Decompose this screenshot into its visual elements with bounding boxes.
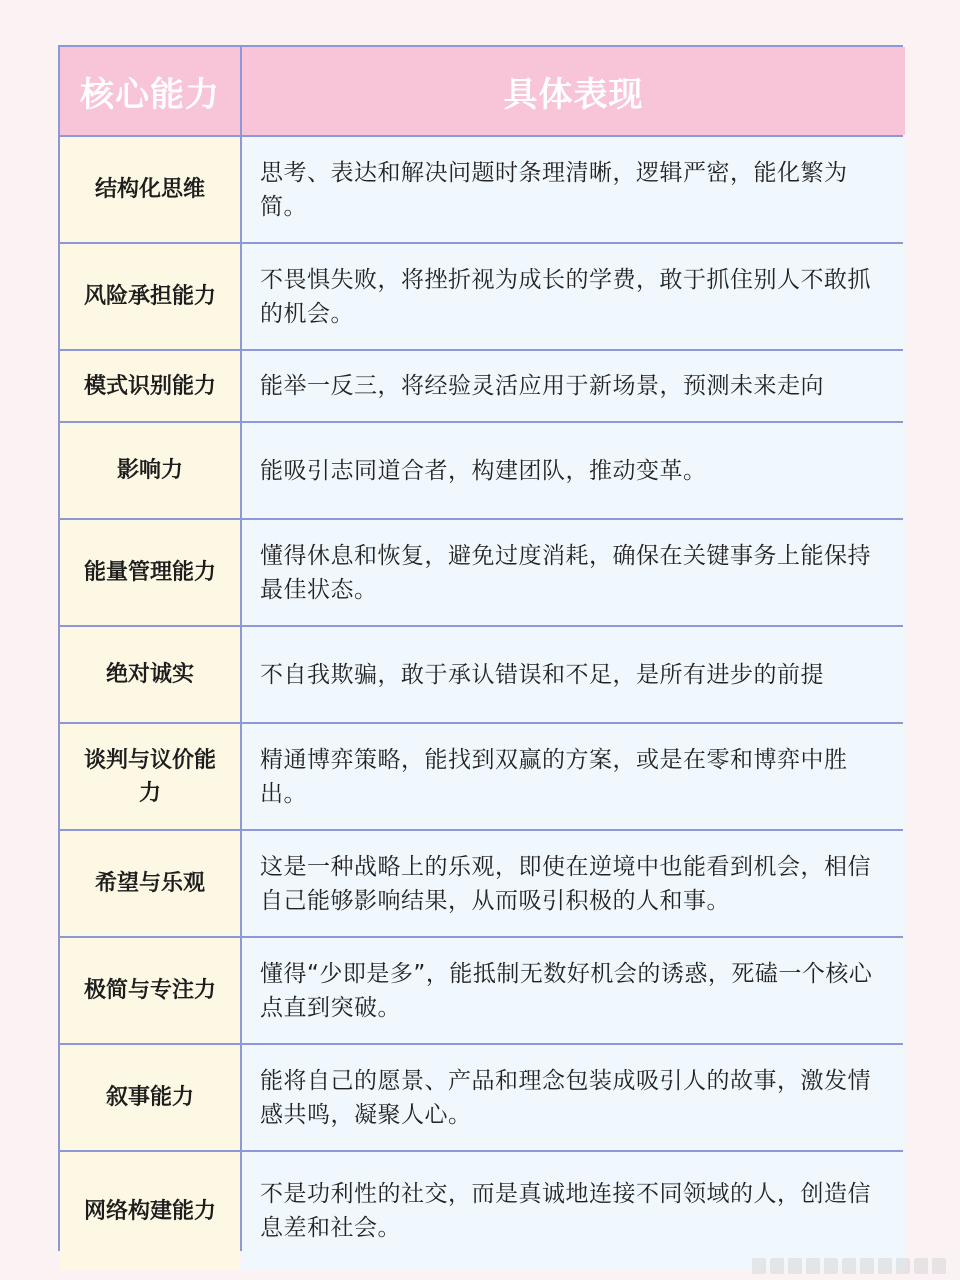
- header-ability: 核心能力: [60, 47, 240, 135]
- row-1-ability: 结构化思维: [60, 137, 240, 242]
- watermark-mark: [842, 1258, 856, 1274]
- row-2-ability: 风险承担能力: [60, 244, 240, 349]
- watermark-mark: [752, 1258, 766, 1274]
- watermark-mark: [896, 1258, 910, 1274]
- row-3-description: 能举一反三，将经验灵活应用于新场景，预测未来走向: [242, 351, 905, 421]
- watermark-mark: [914, 1258, 928, 1274]
- row-1-description: 思考、表达和解决问题时条理清晰，逻辑严密，能化繁为简。: [242, 137, 905, 242]
- watermark-mark: [770, 1258, 784, 1274]
- watermark-mark: [878, 1258, 892, 1274]
- row-11-description: 不是功利性的社交，而是真诚地连接不同领域的人，创造信息差和社会。: [242, 1152, 905, 1270]
- row-4-ability: 影响力: [60, 423, 240, 518]
- watermark-mark: [824, 1258, 838, 1274]
- row-6-description: 不自我欺骗，敢于承认错误和不足，是所有进步的前提: [242, 627, 905, 722]
- row-7-ability: 谈判与议价能力: [60, 724, 240, 829]
- row-8-description: 这是一种战略上的乐观，即使在逆境中也能看到机会，相信自己能够影响结果，从而吸引积极的人和事。: [242, 831, 905, 936]
- row-9-description: 懂得“少即是多”，能抵制无数好机会的诱惑，死磕一个核心点直到突破。: [242, 938, 905, 1043]
- row-8-ability: 希望与乐观: [60, 831, 240, 936]
- row-9-ability: 极简与专注力: [60, 938, 240, 1043]
- row-10-description: 能将自己的愿景、产品和理念包装成吸引人的故事，激发情感共鸣，凝聚人心。: [242, 1045, 905, 1150]
- header-description: 具体表现: [242, 47, 905, 135]
- row-10-ability: 叙事能力: [60, 1045, 240, 1150]
- row-2-description: 不畏惧失败，将挫折视为成长的学费，敢于抓住别人不敢抓的机会。: [242, 244, 905, 349]
- row-5-description: 懂得休息和恢复，避免过度消耗，确保在关键事务上能保持最佳状态。: [242, 520, 905, 625]
- row-11-ability: 网络构建能力: [60, 1152, 240, 1270]
- watermark-logo: [752, 1258, 946, 1274]
- row-4-description: 能吸引志同道合者，构建团队，推动变革。: [242, 423, 905, 518]
- watermark-mark: [788, 1258, 802, 1274]
- row-6-ability: 绝对诚实: [60, 627, 240, 722]
- row-7-description: 精通博弈策略，能找到双赢的方案，或是在零和博弈中胜出。: [242, 724, 905, 829]
- row-5-ability: 能量管理能力: [60, 520, 240, 625]
- row-3-ability: 模式识别能力: [60, 351, 240, 421]
- watermark-mark: [860, 1258, 874, 1274]
- ability-table: [58, 45, 903, 1251]
- watermark-mark: [932, 1258, 946, 1274]
- watermark-mark: [806, 1258, 820, 1274]
